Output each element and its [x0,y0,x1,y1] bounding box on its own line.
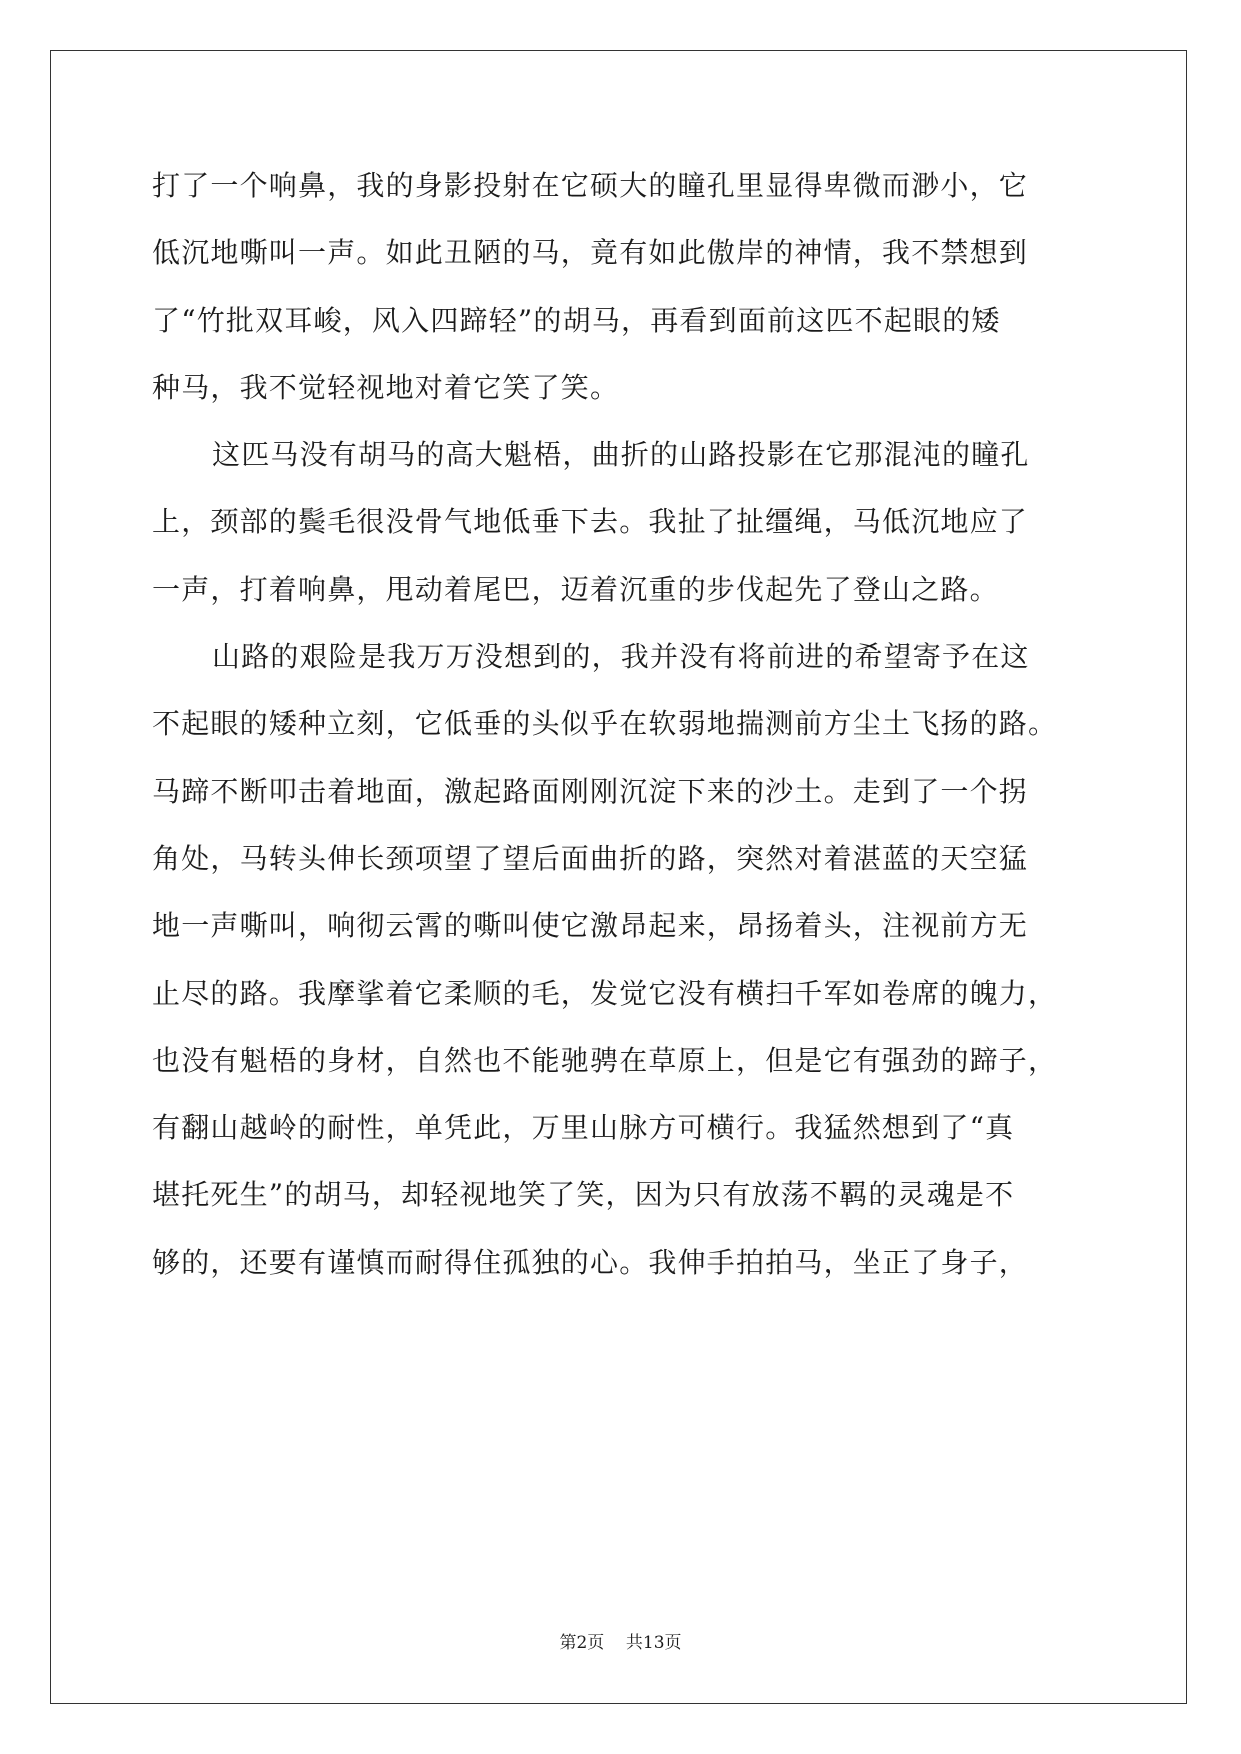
text-line: 打了一个响鼻，我的身影投射在它硕大的瞳孔里显得卑微而渺小，它 [152,169,1029,202]
text-line: 低沉地嘶叫一声。如此丑陋的马，竟有如此傲岸的神情，我不禁想到 [152,236,1029,270]
text-line: 一声，打着响鼻，甩动着尾巴，迈着沉重的步伐起先了登山之路。 [152,572,999,606]
paragraph [152,166,1092,435]
text-line: 这匹马没有胡马的高大魁梧，曲折的山路投影在它那混沌的瞳孔 [212,438,1030,472]
text-line: 上，颈部的鬓毛很没骨气地低垂下去。我扯了扯缰绳，马低沉地应了 [152,505,1029,539]
text-line: 山路的艰险是我万万没想到的，我并没有将前进的希望寄予在这 [212,640,1030,674]
text-line: 马蹄不断叩击着地面，激起路面刚刚沉淀下来的沙土。走到了一个拐 [152,774,1029,808]
text-line: 不起眼的矮种立刻，它低垂的头似乎在软弱地揣测前方尘土飞扬的路。 [152,707,1058,741]
text-line: 种马，我不觉轻视地对着它笑了笑。 [152,370,620,404]
paragraph [152,435,1092,637]
paragraph [152,637,1092,1310]
document-body [152,166,1092,1310]
text-line: 了“竹批双耳峻，风入四蹄轻”的胡马，再看到面前这匹不起眼的矮 [152,303,1001,337]
text-line: 地一声嘶叫，响彻云霄的嘶叫使它激昂起来，昂扬着头，注视前方无 [152,909,1029,943]
text-line: 角处，马转头伸长颈项望了望后面曲折的路，突然对着湛蓝的天空猛 [152,841,1029,875]
text-line: 有翻山越岭的耐性，单凭此，万里山脉方可横行。我猛然想到了“真 [152,1111,1015,1145]
page-number-footer: 第2页 共13页 [559,1633,682,1653]
text-line: 止尽的路。我摩挲着它柔顺的毛，发觉它没有横扫千军如卷席的魄力， [152,976,1058,1010]
text-line: 够的，还要有谨慎而耐得住孤独的心。我伸手拍拍马，坐正了身子， [152,1245,1029,1279]
text-line: 堪托死生”的胡马，却轻视地笑了笑，因为只有放荡不羁的灵魂是不 [152,1178,1015,1212]
text-line: 也没有魁梧的身材，自然也不能驰骋在草原上，但是它有强劲的蹄子， [152,1043,1058,1077]
